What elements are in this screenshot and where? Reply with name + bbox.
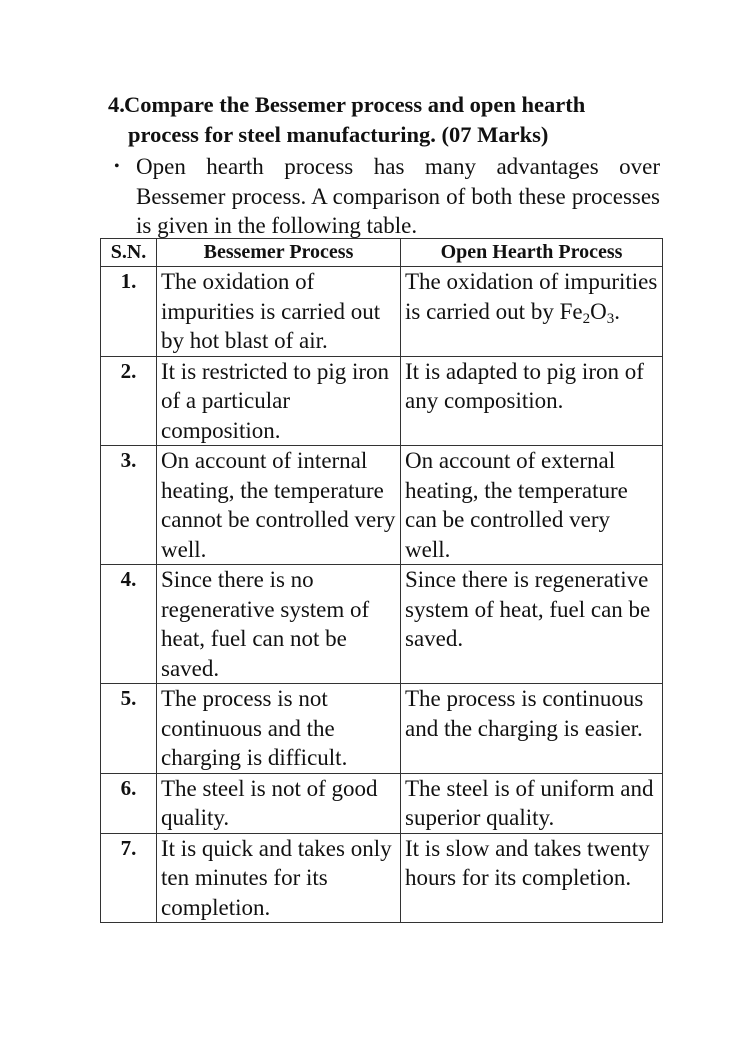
open-hearth-cell: The process is continuous and the charging is easier. (401, 684, 663, 774)
bessemer-cell: The process is not continuous and the charging is difficult. (157, 684, 401, 774)
open-hearth-cell: Since there is regenerative system of heat, fuel can be saved. (401, 565, 663, 684)
intro-text: Open hearth process has many advantages over Bessemer process. A comparison of both these processes is given in the following table. (136, 154, 660, 238)
bessemer-cell: The steel is not of good quality. (157, 773, 401, 833)
row-number: 5. (101, 684, 157, 774)
header-open-hearth: Open Hearth Process (401, 239, 663, 267)
question-line-1: Compare the Bessemer process and open hearth (124, 92, 586, 117)
open-hearth-cell: The steel is of uniform and superior quality. (401, 773, 663, 833)
row-number: 3. (101, 446, 157, 565)
table-row (101, 356, 663, 446)
bessemer-cell: On account of internal heating, the temperature cannot be controlled very well. (157, 446, 401, 565)
table-header-row (101, 239, 663, 267)
open-hearth-text: O (590, 298, 607, 324)
question-heading (108, 90, 668, 150)
open-hearth-text: The oxidation of impurities is carried out by Fe (405, 269, 658, 324)
row-number: 6. (101, 773, 157, 833)
bullet-icon: • (114, 158, 120, 175)
table-row (101, 565, 663, 684)
comparison-table (100, 238, 663, 923)
header-bessemer: Bessemer Process (157, 239, 401, 267)
row-number: 1. (101, 267, 157, 357)
subscript: 3 (606, 310, 615, 327)
table-row (101, 773, 663, 833)
question-number: 4. (108, 92, 125, 117)
question-line-2: process for steel manufacturing. (07 Marks) (128, 122, 549, 147)
table-row (101, 833, 663, 923)
header-sn: S.N. (101, 239, 157, 267)
open-hearth-text: . (614, 298, 620, 324)
open-hearth-cell (401, 267, 663, 357)
open-hearth-cell: On account of external heating, the temperature can be controlled very well. (401, 446, 663, 565)
open-hearth-cell: It is slow and takes twenty hours for its completion. (401, 833, 663, 923)
row-number: 2. (101, 356, 157, 446)
row-number: 4. (101, 565, 157, 684)
bessemer-cell: It is restricted to pig iron of a particular composition. (157, 356, 401, 446)
open-hearth-cell: It is adapted to pig iron of any composition. (401, 356, 663, 446)
table-row (101, 684, 663, 774)
subscript: 2 (582, 310, 591, 327)
row-number: 7. (101, 833, 157, 923)
bessemer-cell: The oxidation of impurities is carried out by hot blast of air. (157, 267, 401, 357)
bessemer-cell: Since there is no regenerative system of heat, fuel can not be saved. (157, 565, 401, 684)
table-row (101, 267, 663, 357)
bessemer-cell: It is quick and takes only ten minutes for its completion. (157, 833, 401, 923)
intro-paragraph (114, 152, 660, 241)
table-row (101, 446, 663, 565)
